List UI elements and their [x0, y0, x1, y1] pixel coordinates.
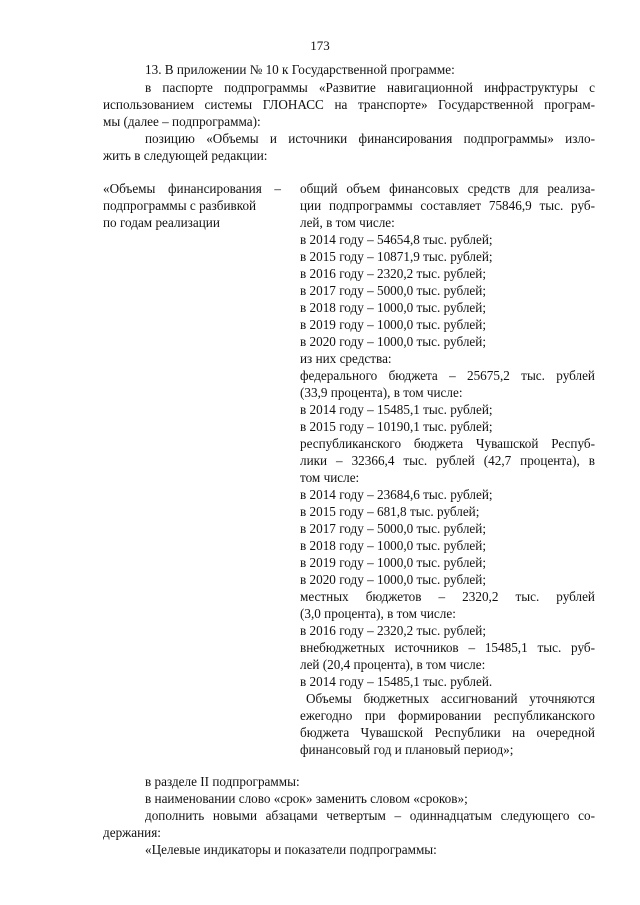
table-right-line: в 2015 году – 10871,9 тыс. рублей;: [300, 249, 493, 264]
table-right-line: в 2016 году – 2320,2 тыс. рублей;: [300, 623, 486, 638]
intro-line: в паспорте подпрограммы «Развитие навигационной инфраструктуры с: [145, 80, 595, 95]
intro-line: использованием системы ГЛОНАСС на транспорте» Государственной програм-: [103, 97, 595, 112]
page-number: 173: [310, 38, 330, 53]
outro-line: «Целевые индикаторы и показатели подпрограммы:: [145, 842, 437, 857]
intro-line: мы (далее – подпрограмма):: [103, 114, 261, 129]
table-right-line: финансовый год и плановый период»;: [300, 742, 514, 757]
table-right-line: в 2014 году – 15485,1 тыс. рублей;: [300, 402, 493, 417]
table-right-line: в 2014 году – 54654,8 тыс. рублей;: [300, 232, 493, 247]
table-right-line: лики – 32366,4 тыс. рублей (42,7 процента), в: [300, 453, 595, 468]
table-right-line: общий объем финансовых средств для реализа-: [300, 181, 595, 196]
table-right-line: из них средства:: [300, 351, 392, 366]
table-right-line: в 2014 году – 15485,1 тыс. рублей.: [300, 674, 493, 689]
table-right-line: в 2020 году – 1000,0 тыс. рублей;: [300, 572, 486, 587]
table-right-line: том числе:: [300, 470, 360, 485]
table-right-line: ции подпрограммы составляет 75846,9 тыс. руб-: [300, 198, 595, 213]
outro-line: дополнить новыми абзацами четвертым – одиннадцатым следующего со-: [145, 808, 595, 823]
table-right-line: в 2018 году – 1000,0 тыс. рублей;: [300, 300, 486, 315]
table-right-line: республиканского бюджета Чувашской Респуб-: [300, 436, 595, 451]
table-left-line: подпрограммы с разбивкой: [103, 198, 257, 213]
outro-line: держания:: [103, 825, 161, 840]
table-right-line: Объемы бюджетных ассигнований уточняются: [306, 691, 595, 706]
table-right-line: в 2016 году – 2320,2 тыс. рублей;: [300, 266, 486, 281]
table-right-line: лей, в том числе:: [300, 215, 395, 230]
table-right-line: (33,9 процента), в том числе:: [300, 385, 463, 400]
table-right-line: в 2017 году – 5000,0 тыс. рублей;: [300, 521, 486, 536]
table-left-line: по годам реализации: [103, 215, 220, 230]
outro-line: в разделе II подпрограммы:: [145, 774, 300, 789]
table-right-line: в 2014 году – 23684,6 тыс. рублей;: [300, 487, 493, 502]
table-right-line: местных бюджетов – 2320,2 тыс. рублей: [300, 589, 595, 604]
outro-line: в наименовании слово «срок» заменить словом «сроков»;: [145, 791, 468, 806]
intro-line: позицию «Объемы и источники финансирования подпрограммы» изло-: [145, 131, 595, 146]
table-right-line: в 2018 году – 1000,0 тыс. рублей;: [300, 538, 486, 553]
table-right-line: внебюджетных источников – 15485,1 тыс. руб-: [300, 640, 595, 655]
table-right-line: бюджета Чувашской Республики на очередной: [300, 725, 595, 740]
intro-line: 13. В приложении № 10 к Государственной программе:: [145, 62, 455, 77]
table-right-line: в 2015 году – 681,8 тыс. рублей;: [300, 504, 480, 519]
table-right-line: федерального бюджета – 25675,2 тыс. рублей: [300, 368, 595, 383]
intro-line: жить в следующей редакции:: [103, 148, 268, 163]
table-right-line: в 2015 году – 10190,1 тыс. рублей;: [300, 419, 493, 434]
table-right-line: в 2020 году – 1000,0 тыс. рублей;: [300, 334, 486, 349]
table-right-line: лей (20,4 процента), в том числе:: [300, 657, 486, 672]
table-left-line: «Объемы финансирования –: [103, 181, 281, 196]
table-right-line: (3,0 процента), в том числе:: [300, 606, 456, 621]
table-right-line: в 2019 году – 1000,0 тыс. рублей;: [300, 555, 486, 570]
table-right-line: в 2019 году – 1000,0 тыс. рублей;: [300, 317, 486, 332]
table-right-line: в 2017 году – 5000,0 тыс. рублей;: [300, 283, 486, 298]
table-right-line: ежегодно при формировании республиканского: [300, 708, 595, 723]
